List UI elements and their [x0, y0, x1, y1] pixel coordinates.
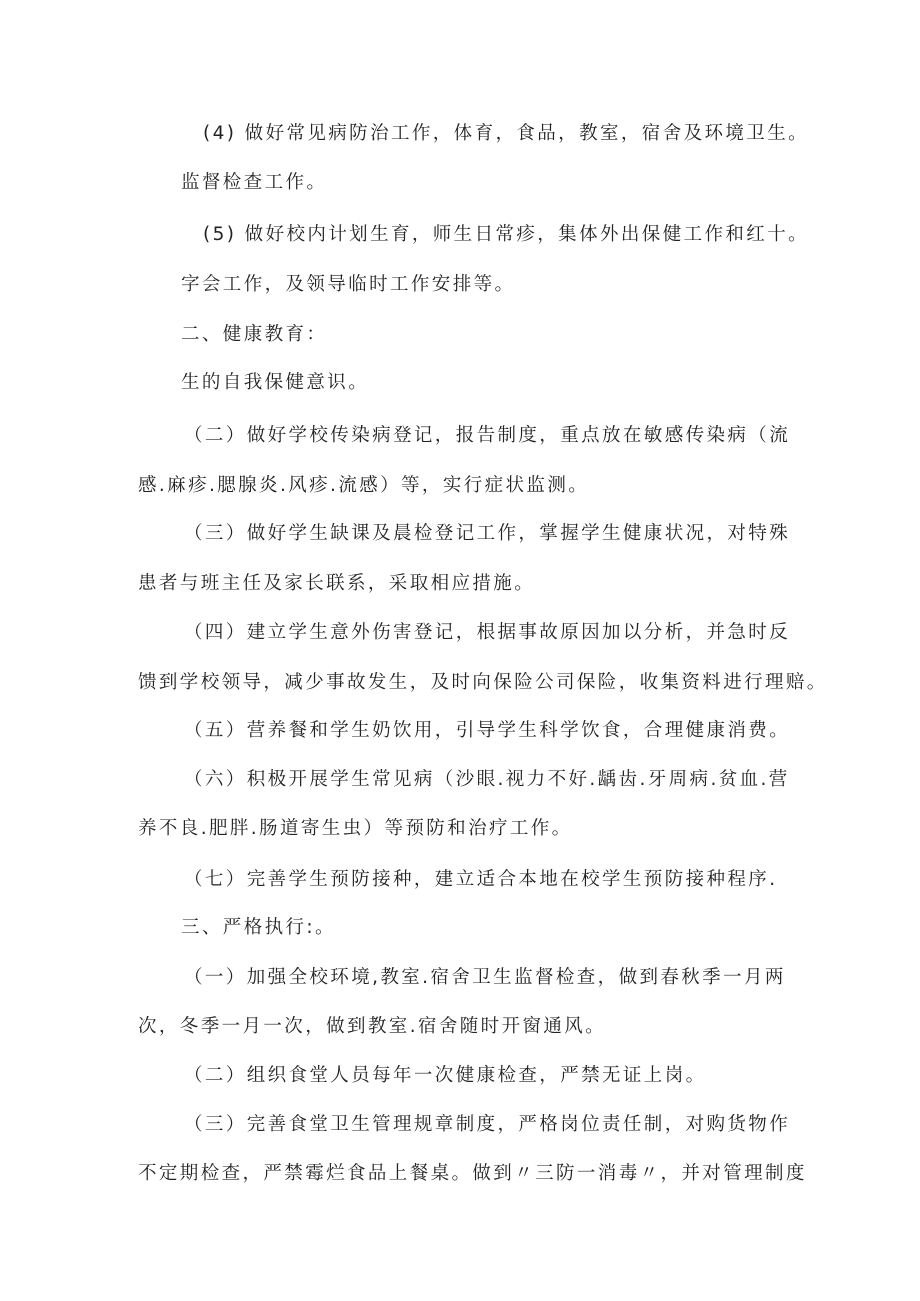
paragraph-4-line-2: 监督检查工作。 [181, 172, 328, 193]
item-3-line-1: （三）做好学生缺课及晨检登记工作，掌握学生健康状况，对特殊 [184, 523, 791, 544]
exec-item-3-line-2: 不定期检查，严禁霉烂食品上餐桌。做到〃三防一消毒〃，并对管理制度 [138, 1163, 807, 1184]
item-6-line-2: 养不良.肥胖.肠道寄生虫）等预防和治疗工作。 [138, 818, 573, 839]
section-heading-health-education: 二、健康教育： [181, 324, 328, 345]
section-heading-strict-execution: 三、严格执行:。 [181, 917, 336, 938]
item-3-line-2: 患者与班主任及家长联系，采取相应措施。 [138, 573, 536, 594]
item-2-line-1: （二）做好学校传染病登记，报告制度，重点放在敏感传染病（流 [184, 425, 791, 446]
item-6-line-1: （六）积极开展学生常见病（沙眼.视力不好.龋齿.牙周病.贫血.营 [184, 769, 790, 790]
paragraph-4-line-1: (4) 做好常见病防治工作，体育，食品，教室，宿舍及环境卫生。 [203, 123, 809, 144]
paragraph-5-line-2: 字会工作，及领导临时工作安排等。 [181, 274, 516, 295]
exec-item-1-line-1: （一）加强全校环境,教室.宿舍卫生监督检查，做到春秋季一月两 [184, 967, 786, 988]
paragraph-5-line-1: (5) 做好校内计划生育，师生日常疹，集体外出保健工作和红十。 [203, 224, 809, 245]
item-2-line-2: 感.麻疹.腮腺炎.风疹.流感）等，实行症状监测。 [138, 475, 590, 496]
item-5-line-1: （五）营养餐和学生奶饮用，引导学生科学饮食，合理健康消费。 [184, 720, 791, 741]
exec-item-2-line-1: （二）组织食堂人员每年一次健康检查，严禁无证上岗。 [184, 1065, 707, 1086]
exec-item-3-line-1: （三）完善食堂卫生管理规章制度，严格岗位责任制，对购货物作 [184, 1114, 791, 1135]
exec-item-1-line-2: 次，冬季一月一次，做到教室.宿舍随时开窗通风。 [138, 1016, 607, 1037]
item-7-line-1: （七）完善学生预防接种，建立适合本地在校学生预防接种程序. [184, 869, 778, 890]
item-4-line-1: （四）建立学生意外伤害登记，根据事故原因加以分析，并急时反 [184, 622, 791, 643]
item-4-line-2: 馈到学校领导，减少事故发生，及时向保险公司保险，收集资料进行理赔。 [138, 672, 828, 693]
paragraph-health-awareness: 生的自我保健意识。 [181, 372, 370, 393]
